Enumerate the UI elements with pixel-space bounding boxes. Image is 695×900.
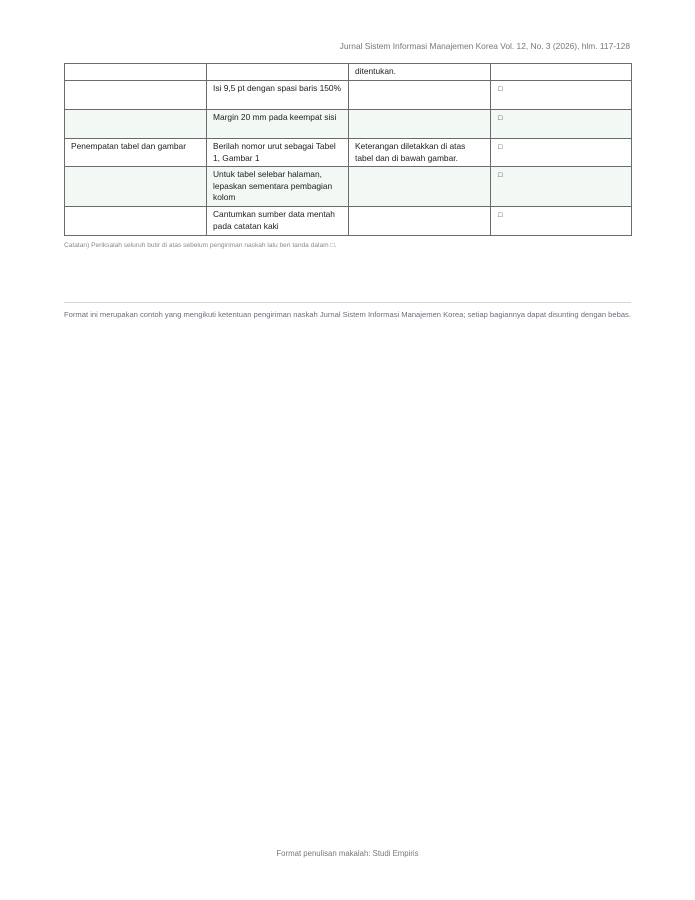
checklist-requirement-cell: Untuk tabel selebar halaman, lepaskan sementara pembagian kolom bbox=[207, 167, 349, 207]
table-row bbox=[65, 167, 632, 207]
checklist-remark-cell bbox=[349, 207, 491, 236]
checklist-remark-cell bbox=[349, 81, 491, 110]
checklist-remark-cell: ditentukan. bbox=[349, 64, 491, 81]
checklist-checkbox-cell bbox=[491, 167, 632, 207]
table-row bbox=[65, 139, 632, 167]
table-row bbox=[65, 110, 632, 139]
checklist-remark-cell: Keterangan diletakkan di atas tabel dan di bawah gambar. bbox=[349, 139, 491, 167]
table-row bbox=[65, 64, 632, 81]
checklist-requirement-cell bbox=[207, 64, 349, 81]
checklist-item-cell bbox=[65, 167, 207, 207]
checkbox-icon[interactable]: □ bbox=[498, 144, 503, 151]
table-row bbox=[65, 207, 632, 236]
checklist-checkbox-cell bbox=[491, 64, 632, 81]
checklist-item-cell bbox=[65, 110, 207, 139]
checkbox-icon[interactable]: □ bbox=[498, 212, 503, 219]
checklist-item-cell bbox=[65, 64, 207, 81]
checkbox-icon[interactable]: □ bbox=[498, 115, 503, 122]
checklist-checkbox-cell bbox=[491, 110, 632, 139]
checklist-remark-cell bbox=[349, 167, 491, 207]
checklist-checkbox-cell bbox=[491, 207, 632, 236]
checklist-remark-cell bbox=[349, 110, 491, 139]
checklist-requirement-cell: Margin 20 mm pada keempat sisi bbox=[207, 110, 349, 139]
submission-checklist-table bbox=[64, 63, 632, 236]
checklist-checkbox-cell bbox=[491, 81, 632, 110]
checklist-requirement-cell: Isi 9,5 pt dengan spasi baris 150% bbox=[207, 81, 349, 110]
table-row bbox=[65, 81, 632, 110]
checklist-item-cell bbox=[65, 81, 207, 110]
template-disclaimer: Format ini merupakan contoh yang mengikuti ketentuan pengiriman naskah Jurnal Sistem Informasi Manajemen Korea; setiap bagiannya dapat disunting dengan bebas. bbox=[64, 310, 631, 319]
page-footer: Format penulisan makalah: Studi Empiris bbox=[276, 849, 419, 858]
checklist-requirement-cell: Berilah nomor urut sebagai Tabel 1, Gambar 1 bbox=[207, 139, 349, 167]
running-header-citation: Jurnal Sistem Informasi Manajemen Korea Vol. 12, No. 3 (2026), hlm. 117-128 bbox=[339, 41, 630, 51]
checkbox-icon[interactable]: □ bbox=[498, 172, 503, 179]
checklist-note: Catatan) Periksalah seluruh butir di atas sebelum pengiriman naskah lalu beri tanda dalam □. bbox=[64, 242, 337, 249]
checklist-item-cell bbox=[65, 207, 207, 236]
section-divider bbox=[64, 302, 631, 303]
checklist-item-cell: Penempatan tabel dan gambar bbox=[65, 139, 207, 167]
checklist-checkbox-cell bbox=[491, 139, 632, 167]
checklist-requirement-cell: Cantumkan sumber data mentah pada catatan kaki bbox=[207, 207, 349, 236]
checkbox-icon[interactable]: □ bbox=[498, 86, 503, 93]
